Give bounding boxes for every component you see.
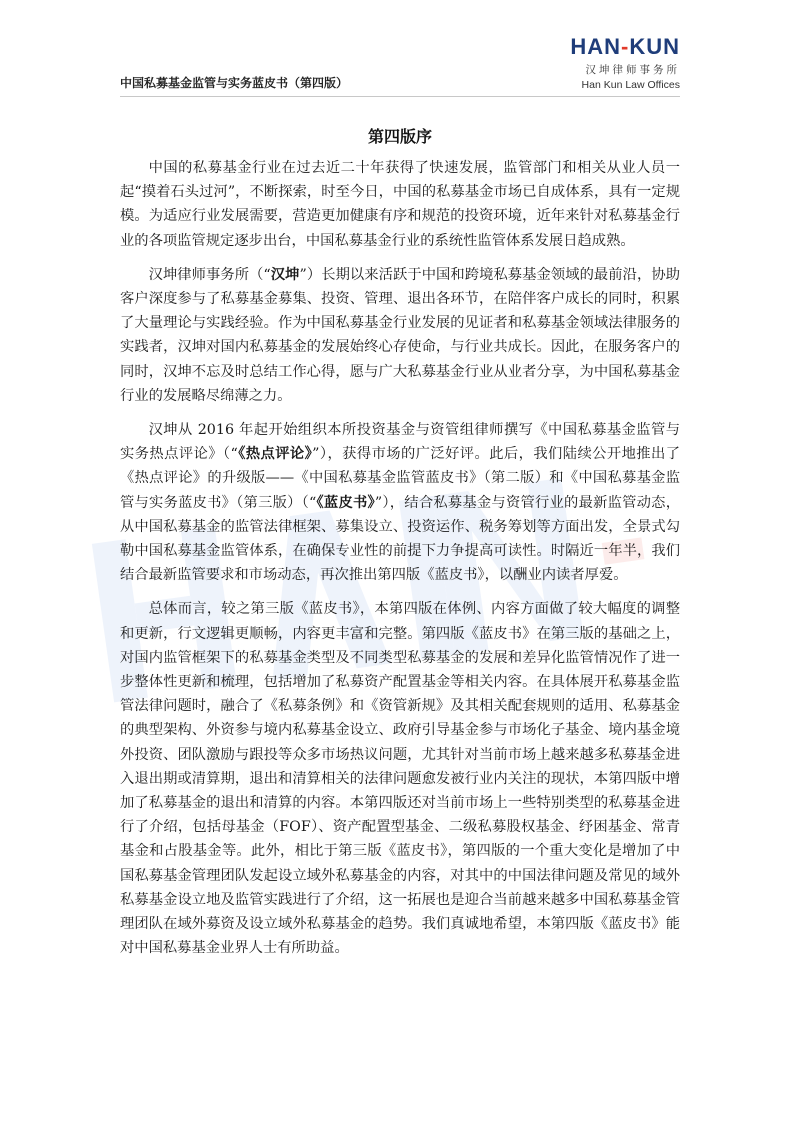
header-book-title: 中国私募基金监管与实务蓝皮书（第四版） xyxy=(120,76,349,90)
text-run: ”），获得市场的广泛好评。此后，我们陆续公开地推出了《热点评论》的升级版——《中国私募基金监管蓝皮书》（第二版）和《中国私募基金监管与实务蓝皮书》（第三版）（“ xyxy=(120,446,680,511)
paragraph-3 xyxy=(120,418,680,587)
text-run: 汉坤律师事务所（“ xyxy=(148,266,271,283)
paragraph-4 xyxy=(120,597,680,960)
logo-english-name: Han Kun Law Offices xyxy=(581,79,680,91)
logo-chinese-name: 汉坤律师事务所 xyxy=(585,64,680,76)
han-kun-logo xyxy=(560,36,680,92)
paragraph-2 xyxy=(120,263,680,408)
page-title: 第四版序 xyxy=(367,127,432,146)
text-run: 总体而言，较之第三版《蓝皮书》，本第四版在体例、内容方面做了较大幅度的调整和更新，行文逻辑更顺畅，内容更丰富和完整。第四版《蓝皮书》在第三版的基础之上，对国内监管框架下的私募基金类型及不同类型私募基金的发展和差异化监管情况作了进一步整体性更新和梳理，包括增加了私募资产配置基金等相关内容。在具体展开私募基金监管法律问题时，融合了《私募条例》和《资管新规》及其相关配套规则的适用、私募基金的典型架构、外资参与境内私募基金设立、政府引导基金参与市场化子基金、境内基金境外投资、团队激励与跟投等众多市场热议问题，尤其针对当前市场上越来越多私募基金进入退出期或清算期，退出和清算相关的法律问题愈发被行业内关注的现状，本第四版中增加了私募基金的退出和清算的内容。本第四版还对当前市场上一些特别类型的私募基金进行了介绍，包括母基金（FOF）、资产配置型基金、二级私募股权基金、纾困基金、常青基金和占股基金等。此外，相比于第三版《蓝皮书》，第四版的一个重大变化是增加了中国私募基金管理团队发起设立域外私募基金的内容，对其中的中国法律问题及常见的域外私募基金设立地及监管实践进行了介绍，这一拓展也是迎合当前越来越多中国私募基金管理团队在域外募资及设立域外私募基金的趋势。我们真诚地希望，本第四版《蓝皮书》能对中国私募基金业界人士有所助益。 xyxy=(120,601,680,957)
paragraph-1 xyxy=(120,156,680,253)
preface-body xyxy=(120,156,680,971)
logo-wordmark: HAN-KUN xyxy=(570,34,680,59)
text-run: 汉坤从 2016 年起开始组织本所投资基金与资管组律师撰写《中国私募基金监管与实务热点评论》（“ xyxy=(120,422,680,463)
text-run: ”）长期以来活跃于中国和跨境私募基金领域的最前沿，协助客户深度参与了私募基金募集、投资、管理、退出各环节，在陪伴客户成长的同时，积累了大量理论与实践经验。作为中国私募基金行业发展的见证者和私募基金领域法律服务的实践者，汉坤对国内私募基金的发展始终心存使命，与行业共成长。因此，在服务客户的同时，汉坤不忘及时总结工作心得，愿与广大私募基金行业从业者分享，为中国私募基金行业的发展略尽绵薄之力。 xyxy=(120,266,680,404)
emphasis-term: 《蓝皮书》 xyxy=(316,494,375,511)
logo-dash-icon: - xyxy=(621,34,630,59)
emphasis-term: 《热点评论》 xyxy=(237,446,313,463)
page-header xyxy=(120,30,680,100)
text-run: 中国的私募基金行业在过去近二十年获得了快速发展，监管部门和相关从业人员一起“摸着石头过河”，不断探索，时至今日，中国的私募基金市场已自成体系，具有一定规模。为适应行业发展需要，营造更加健康有序和规范的投资环境，近年来针对私募基金行业的各项监管规定逐步出台，中国私募基金行业的系统性监管体系发展日趋成熟。 xyxy=(120,160,680,249)
emphasis-term: 汉坤 xyxy=(270,266,300,283)
header-divider xyxy=(120,96,680,97)
text-run: ”），结合私募基金与资管行业的最新监管动态，从中国私募基金的监管法律框架、募集设立、投资运作、税务筹划等方面出发，全景式勾勒中国私募基金监管体系，在确保专业性的前提下力争提高可读性。时隔近一年半，我们结合最新监管要求和市场动态，再次推出第四版《蓝皮书》，以酬业内读者厚爱。 xyxy=(120,494,680,584)
